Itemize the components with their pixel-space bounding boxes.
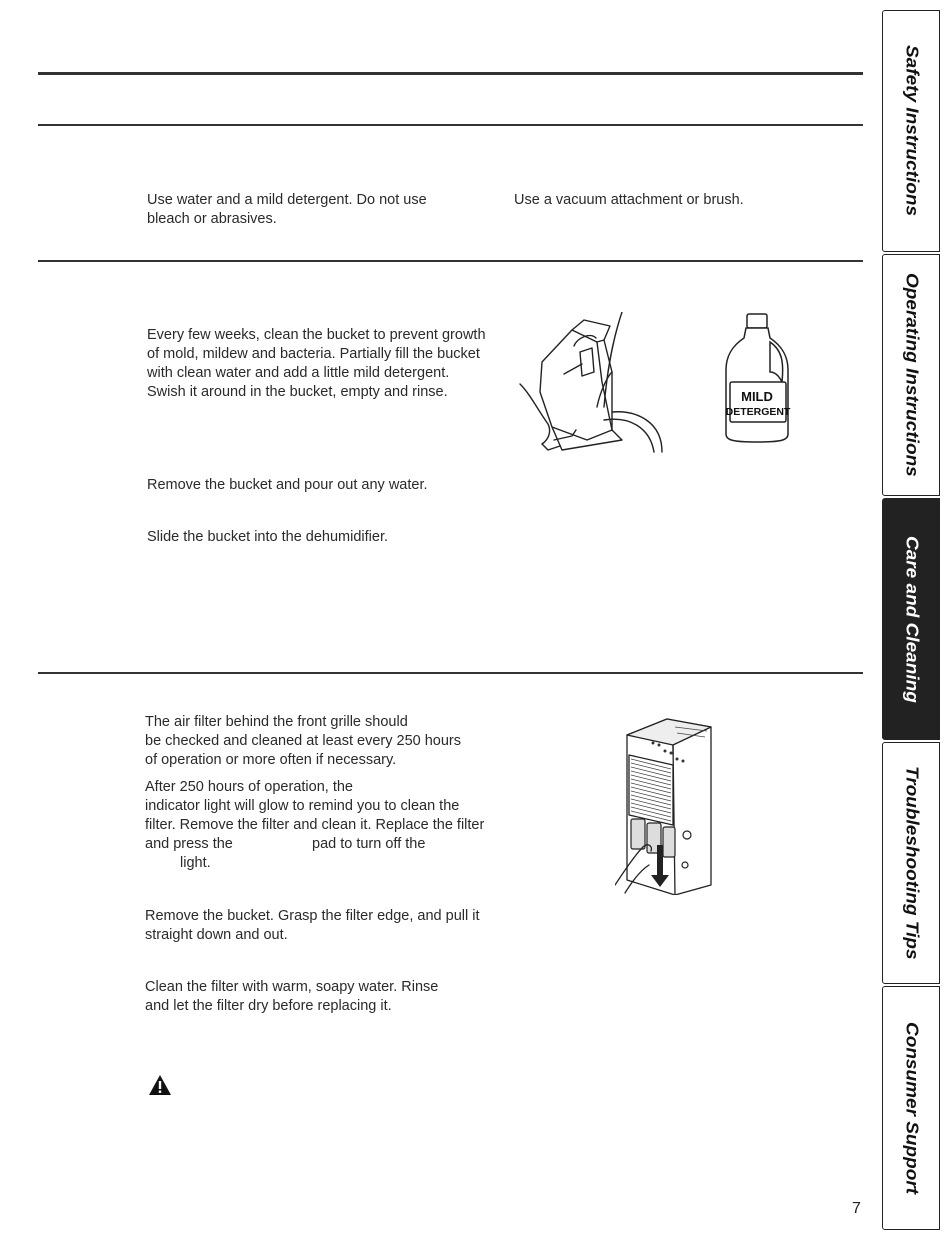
bucket-illustration bbox=[512, 312, 672, 457]
tab-care-and-cleaning[interactable] bbox=[882, 498, 940, 740]
tab-safety-instructions[interactable] bbox=[882, 10, 940, 252]
bottle-label-mild: MILD bbox=[741, 389, 773, 404]
tab-label: Troubleshooting Tips bbox=[902, 766, 921, 960]
filter-clean-text: Clean the filter with warm, soapy water. Rinse and let the filter dry before replacing it. bbox=[145, 979, 439, 1014]
filter-hours-line1: After 250 hours of operation, the bbox=[145, 779, 353, 795]
filter-remove-text: Remove the bucket. Grasp the filter edge, and pull it straight down and out. bbox=[145, 908, 480, 943]
tab-troubleshooting-tips[interactable] bbox=[882, 742, 940, 984]
filter-hours-line2: indicator light will glow to remind you to clean the bbox=[145, 798, 460, 814]
filter-hours-line4b: pad to turn off the bbox=[312, 836, 426, 852]
bucket-slide-text: Slide the bucket into the dehumidifier. bbox=[147, 529, 389, 545]
tab-label: Safety Instructions bbox=[902, 45, 921, 217]
page-number: 7 bbox=[852, 1200, 861, 1217]
bottle-label-detergent: DETERGENT bbox=[725, 406, 791, 418]
section-rule-bucket bbox=[38, 260, 863, 262]
tab-operating-instructions[interactable] bbox=[882, 254, 940, 496]
tab-consumer-support[interactable] bbox=[882, 986, 940, 1230]
filter-hours-line3: filter. Remove the filter and clean it. Replace the filter bbox=[145, 817, 485, 833]
dehumidifier-illustration bbox=[615, 715, 715, 895]
warning-icon bbox=[148, 1074, 172, 1096]
filter-hours-line4a: and press the bbox=[145, 836, 233, 852]
filter-intro-text: The air filter behind the front grille should be checked and cleaned at least every 250 hours of operation or more often if necessary. bbox=[145, 714, 461, 768]
tab-label: Operating Instructions bbox=[902, 273, 921, 477]
section-rule-filter bbox=[38, 672, 863, 674]
tab-label: Care and Cleaning bbox=[902, 535, 921, 703]
bucket-remove-text: Remove the bucket and pour out any water. bbox=[147, 477, 428, 493]
case-cleaning-text: Use water and a mild detergent. Do not use bleach or abrasives. bbox=[147, 192, 427, 227]
detergent-bottle-illustration bbox=[722, 312, 792, 444]
header-rule-bottom bbox=[38, 124, 863, 126]
grille-cleaning-text: Use a vacuum attachment or brush. bbox=[514, 192, 744, 208]
header-rule-top bbox=[38, 72, 863, 75]
tab-label: Consumer Support bbox=[902, 1021, 921, 1195]
bucket-intro-text: Every few weeks, clean the bucket to prevent growth of mold, mildew and bacteria. Partially fill the bucket with clean water and add a little mild detergent. Swish it around in the bucket, empty and rinse. bbox=[147, 327, 486, 400]
filter-hours-line5: light. bbox=[180, 855, 211, 871]
